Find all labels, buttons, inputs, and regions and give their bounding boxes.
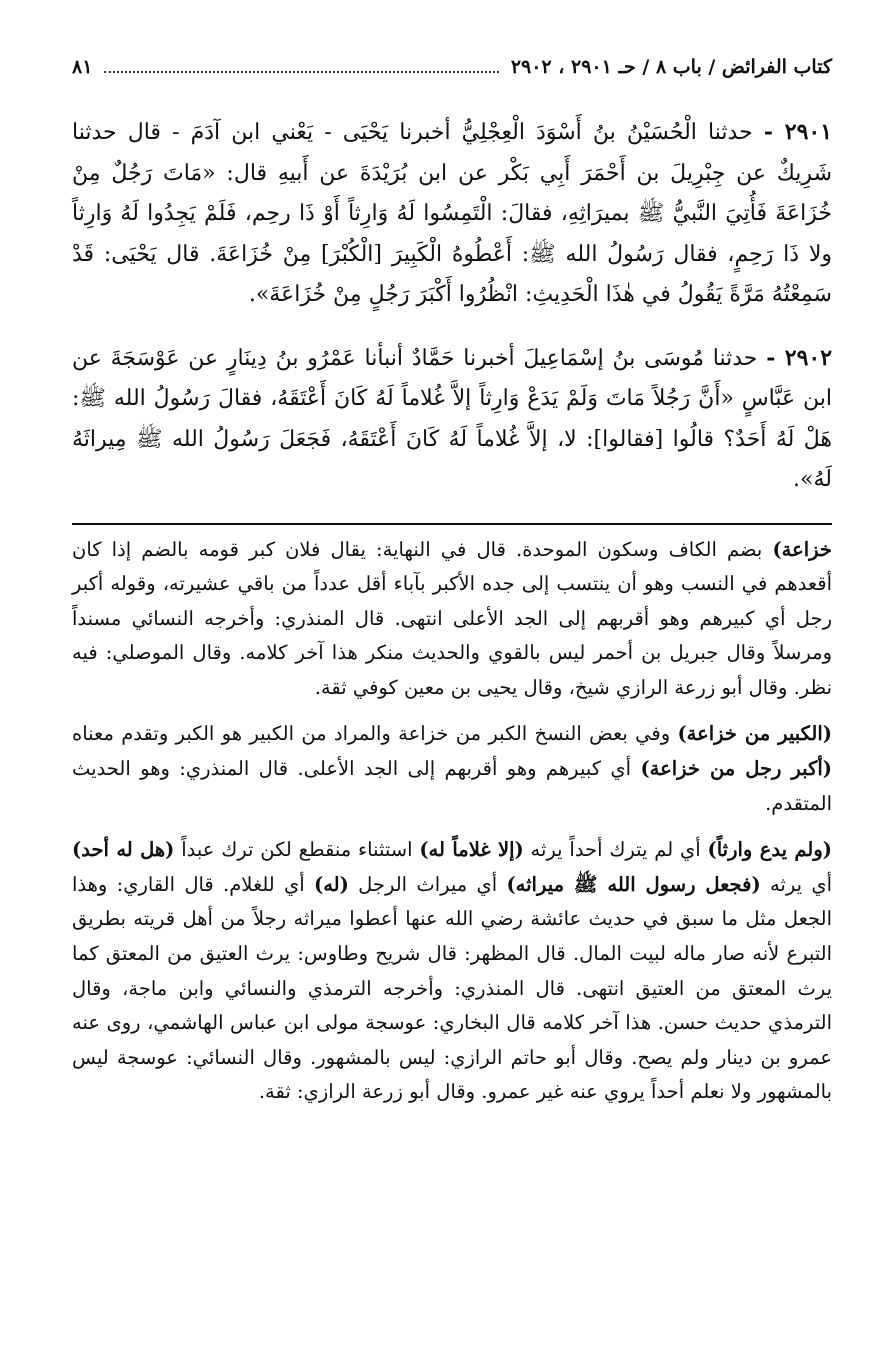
hadith-2902	[72, 338, 832, 501]
commentary-paragraph	[72, 533, 832, 706]
lemma: (أكبر رجل من خزاعة)	[640, 757, 832, 781]
commentary-text: أي للغلام. قال القاري: وهذا الجعل مثل ما سبق في حديث عائشة رضي الله عنها أعطوا ميراثه رجلاً من أهل قريته بطريق التبرع لأنه صار ماله لبيت المال. قال المظهر: قال شريح وطاوس: يرث العتيق من المعتق كما يرث المعتق من العتيق انتهى. قال المنذري: وأخرجه الترمذي والنسائي وابن ماجة، وقال الترمذي حديث حسن. هذا آخر كلامه قال البخاري: عوسجة مولى ابن عباس الهاشمي، روى عنه عمرو بن دينار ولم يصح. وقال أبو حاتم الرازي: ليس بالمشهور. وقال النسائي: عوسجة ليس بالمشهور ولا نعلم أحداً يروي عنه غير عمرو. وقال أبو زرعة الرازي: ثقة.	[72, 872, 832, 1104]
commentary-text: استثناء منقطع لكن ترك عبداً	[174, 838, 420, 862]
page	[72, 56, 832, 1110]
commentary-text: بضم الكاف وسكون الموحدة. قال في النهاية: يقال فلان كبر قومه بالضم إذا كان أقعدهم في النسب وهو أن ينتسب إلى جده الأكبر بآباء أقل عدداً من باقي عشيرته، وقوله أكبر رجل أي كبيرهم وهو أقربهم إلى الجد الأعلى انتهى. قال المنذري: وأخرجه النسائي مسنداً ومرسلاً وقال جبريل بن أحمر ليس بالقوي والحديث منكر هذا آخر كلامه. وقال الموصلي: فيه نظر. وقال أبو زرعة الرازي شيخ، وقال يحيى بن معين كوفي ثقة.	[72, 537, 832, 699]
header-title: كتاب الفرائض / باب ٨ / حـ ٢٩٠١ ، ٢٩٠٢	[510, 56, 832, 78]
lemma: خزاعة)	[772, 537, 832, 561]
commentary-text: أي كبيرهم وهو أقربهم إلى الجد الأعلى. قال المنذري: وهو الحديث المتقدم.	[72, 757, 832, 815]
footnote-separator	[72, 523, 832, 525]
hadith-number: ٢٩٠٢ -	[766, 344, 833, 371]
hadith-2901	[72, 112, 832, 316]
commentary	[72, 533, 832, 1111]
commentary-text: وفي بعض النسخ الكبر من خزاعة والمراد من الكبير هو الكبر وتقدم معناه	[72, 722, 678, 746]
lemma: (ولم يدع وارثاً)	[707, 838, 832, 862]
lemma: (له)	[313, 872, 349, 896]
lemma: (هل له أحد)	[72, 838, 175, 862]
hadith-text: حدثنا مُوسَى بنُ إسْمَاعِيلَ أخبرنا حَمَّادٌ أنبأنا عَمْرُو بنُ دِينَارٍ عن عَوْسَجَةَ عن ابن عَبَّاسٍ «أَنَّ رَجُلاً مَاتَ وَلَمْ يَدَعْ وَارِثاً إلاَّ غُلاماً لَهُ كَانَ أَعْتَقَهُ، فقالَ رَسُولُ الله ﷺ: هَلْ لَهُ أَحَدٌ؟ قالُوا [فقالوا]: لا، إلاَّ غُلاماً لَهُ كَانَ أَعْتَقَهُ، فَجَعَلَ رَسُولُ الله ﷺ مِيراثَهُ لَهُ».	[72, 345, 832, 492]
commentary-text: أي يرثه	[760, 872, 832, 896]
page-number: ٨١	[72, 56, 93, 78]
lemma: (إلا غلاماً له)	[419, 838, 524, 862]
commentary-text: أي لم يترك أحداً يرثه	[523, 838, 708, 862]
hadith-number: ٢٩٠١ -	[763, 119, 833, 145]
running-header	[72, 56, 832, 86]
commentary-paragraph	[72, 833, 832, 1110]
lemma: (فجعل رسول الله ﷺ ميراثه)	[506, 872, 761, 896]
header-leader-dots	[104, 57, 498, 73]
lemma: (الكبير من خزاعة)	[677, 722, 832, 746]
hadith-text: حدثنا الْحُسَيْنُ بنُ أَسْوَدَ الْعِجْلِيُّ أخبرنا يَحْيَى - يَعْني ابن آدَمَ - قال حدثنا شَرِيكٌ عن جِبْرِيلَ بن أَحْمَرَ أَبِي بَكْر عن ابن بُرَيْدَةَ عن أَبيهِ قال: «مَاتَ رَجُلٌ مِنْ خُزَاعَةَ فَأُتِيَ النَّبيُّ ﷺ بميرَاثِهِ، فقالَ: الْتَمِسُوا لَهُ وَارِثاً أَوْ ذَا رحِم، فَلَمْ يَجِدُوا لَهُ وَارِثاً ولا ذَا رَحِمٍ، فقال رَسُولُ الله ﷺ: أَعْطُوهُ الْكَبِيرَ [الْكُبْرَ] مِنْ خُزَاعَةَ. قال يَحْيَى: قَدْ سَمِعْتُهُ مَرَّةً يَقُولُ في هٰذَا الْحَدِيثِ: انْظُرُوا أَكْبَرَ رَجُلٍ مِنْ خُزَاعَةَ».	[72, 120, 833, 307]
commentary-paragraph	[72, 717, 832, 821]
commentary-text: أي ميراث الرجل	[348, 872, 507, 896]
